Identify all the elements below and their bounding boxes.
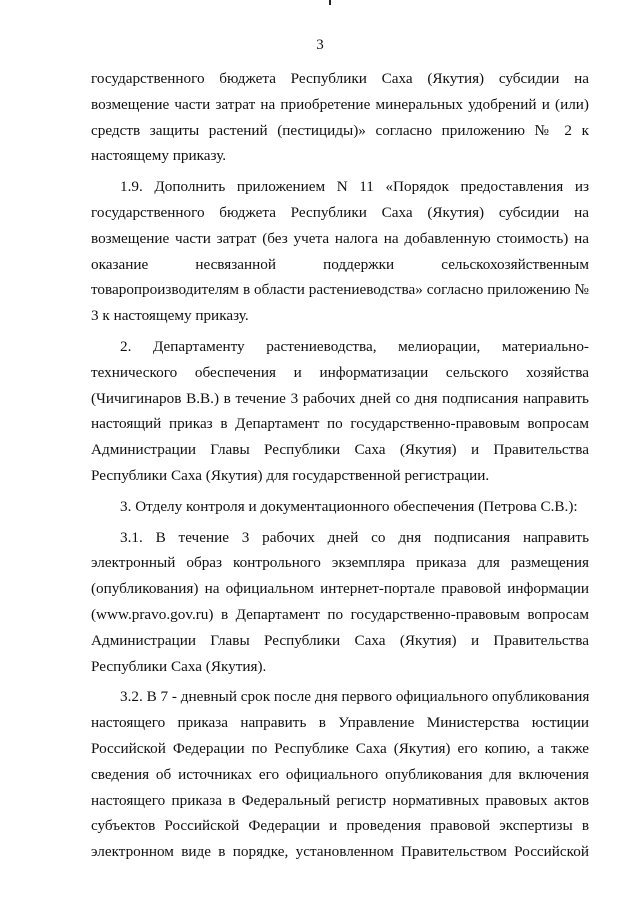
text-line: Администрации Главы Республики Саха (Якутия) и Правительства: [91, 441, 589, 459]
text-line: сведения об источниках его официального опубликования для включения: [91, 765, 589, 783]
text-line: средств защиты растений (пестициды)» согласно приложению № 2 к: [91, 121, 589, 139]
text-line: электронный образ контрольного экземпляра приказа для размещения: [91, 554, 589, 572]
scan-mark: [329, 0, 331, 5]
document-body: [91, 66, 589, 865]
text-line: оказание несвязанной поддержки сельскохозяйственным: [91, 255, 589, 273]
text-line: настоящий приказ в Департамент по государственно-правовым вопросам: [91, 415, 589, 433]
text-line: 1.9. Дополнить приложением N 11 «Порядок предоставления из: [120, 178, 589, 196]
text-line: возмещение части затрат на приобретение минеральных удобрений и (или): [91, 95, 589, 113]
text-line: (Чичигинаров В.В.) в течение 3 рабочих дней со дня подписания направить: [91, 389, 589, 407]
text-line: Республики Саха (Якутия).: [91, 657, 267, 675]
text-line: (www.pravo.gov.ru) в Департамент по государственно-правовым вопросам: [91, 605, 589, 623]
text-line: Республики Саха (Якутия) для государственной регистрации.: [91, 466, 490, 484]
paragraph: [91, 494, 589, 520]
paragraph: [91, 684, 589, 865]
text-line: 3.2. В 7 - дневный срок после дня первого официального опубликования: [120, 688, 590, 706]
text-line: (опубликования) на официальном интернет-портале правовой информации: [91, 580, 589, 598]
text-line: государственного бюджета Республики Саха (Якутия) субсидии на: [91, 70, 589, 87]
text-line: электронном виде в порядке, установленном Правительством Российской: [91, 843, 589, 861]
paragraph: [91, 525, 589, 680]
paragraph: [91, 174, 589, 329]
text-line: 3. Отделу контроля и документационного обеспечения (Петрова С.В.):: [120, 497, 578, 515]
text-line: Российской Федерации по Республике Саха (Якутия) его копию, а также: [91, 739, 589, 757]
text-line: 3.1. В течение 3 рабочих дней со дня подписания направить: [120, 528, 589, 546]
text-line: настоящего приказа в Федеральный регистр нормативных правовых актов: [91, 791, 589, 809]
text-line: технического обеспечения и информатизации сельского хозяйства: [91, 363, 589, 381]
text-line: государственного бюджета Республики Саха (Якутия) субсидии на: [91, 203, 589, 221]
text-line: 3 к настоящему приказу.: [91, 307, 249, 325]
text-line: субъектов Российской Федерации и проведения правовой экспертизы в: [91, 817, 589, 835]
text-line: настоящему приказу.: [91, 147, 227, 165]
paragraph: [91, 66, 589, 169]
page-number: 3: [316, 37, 324, 53]
text-line: Администрации Главы Республики Саха (Якутия) и Правительства: [91, 631, 589, 649]
text-line: возмещение части затрат (без учета налога на добавленную стоимость) на: [91, 229, 589, 247]
text-line: товаропроизводителям в области растениеводства» согласно приложению №: [91, 281, 589, 299]
text-line: настоящего приказа направить в Управление Министерства юстиции: [91, 714, 589, 732]
paragraph: [91, 334, 589, 489]
text-line: 2. Департаменту растениеводства, мелиорации, материально-: [120, 337, 589, 355]
